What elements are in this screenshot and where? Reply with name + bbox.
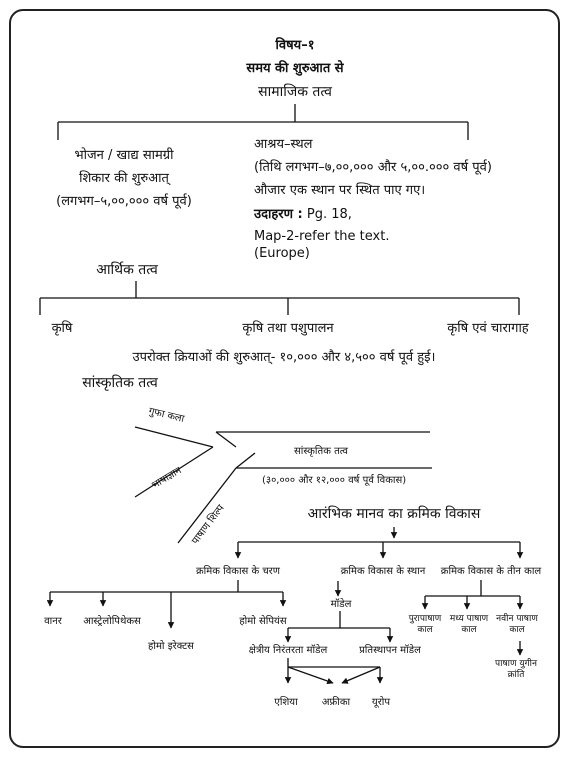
model-label: मॉडेल [330,599,352,610]
example-label: उदाहरण : [254,207,303,222]
place-asia: एशिया [274,697,298,708]
period-mesolithic-l1: मध्य पाषाण [449,614,489,624]
example-line [254,207,352,223]
stone-age-revolution [495,659,537,681]
period-paleolithic-l2: काल [417,624,433,635]
branch-language: भाषाज्ञान [150,465,184,492]
stage-ape: वानर [44,616,62,627]
economic-item-agri-herding: कृषि तथा पशुपालन [242,321,334,336]
cultural-heading: सांस्कृतिक तत्व [82,375,158,391]
hunting-date: (लगभग–५,००,००० वर्ष पूर्व) [56,194,192,209]
regional-model: क्षेत्रीय निरंतरता मॉडेल [248,645,328,656]
period-paleolithic [409,614,442,636]
example-ref: Pg. 18, [302,207,352,222]
shelter-date: (तिथि लगभग–७,००,००० और ५,००.००० वर्ष पूर्व) [254,160,492,175]
period-neolithic [496,614,538,636]
branch-cave-art: गुफा कला [147,406,186,425]
social-heading: सामाजिक तत्व [258,84,332,100]
places-label: क्रमिक विकास के स्थान [340,566,426,577]
chapter-label: विषय–१ [275,38,315,53]
period-neolithic-l1: नवीन पाषाण [496,614,538,624]
period-neolithic-l2: काल [509,624,525,635]
place-europe: यूरोप [371,697,391,708]
economic-item-agri-pasture: कृषि एवं चारागाह [447,321,529,336]
stage-homo-sapiens: होमो सेपियंस [239,616,287,627]
hunting-label: शिकार की शुरुआत् [79,171,169,186]
economic-item-agriculture: कृषि [51,321,73,336]
period-mesolithic-l2: काल [461,624,477,635]
period-mesolithic [450,614,488,636]
stone-age-revolution-l1: पाषाण युगीन [495,659,537,669]
replacement-model: प्रतिस्थापन मॉडेल [359,645,421,656]
cultural-center-label: सांस्कृतिक तत्व [294,446,348,457]
evolution-heading: आरंभिक मानव का क्रमिक विकास [307,506,481,522]
economic-note: उपरोक्त क्रियाओं की शुरुआत्- १०,००० और ४,५०० वर्ष पूर्व हुई। [132,350,436,365]
region-label: (Europe) [254,246,310,261]
branch-stone-craft: पाषाण शिल्प [190,502,227,547]
economic-heading: आर्थिक तत्व [96,262,158,278]
cultural-center-date: (३०,००० और १२,००० वर्ष पूर्व विकास) [262,475,407,486]
stone-age-revolution-l2: क्रांति [507,669,525,680]
stage-australopithecus: आस्ट्रेलोपिथेकस [83,616,141,627]
place-africa: अफ्रीका [321,697,351,708]
tools-note: औजार एक स्थान पर स्थित पाए गए। [254,183,426,198]
period-paleolithic-l1: पुरापाषाण [408,614,442,624]
periods-label: क्रमिक विकास के तीन काल [440,566,542,577]
page-title: समय की शुरुआत से [246,61,344,76]
food-label: भोजन / खाद्य सामग्री [74,148,174,163]
shelter-label: आश्रय–स्थल [254,137,313,152]
stage-homo-erectus: होमो इरेक्टस [148,641,194,652]
stages-label: क्रमिक विकास के चरण [196,566,280,577]
map-ref: Map-2-refer the text. [254,229,390,244]
